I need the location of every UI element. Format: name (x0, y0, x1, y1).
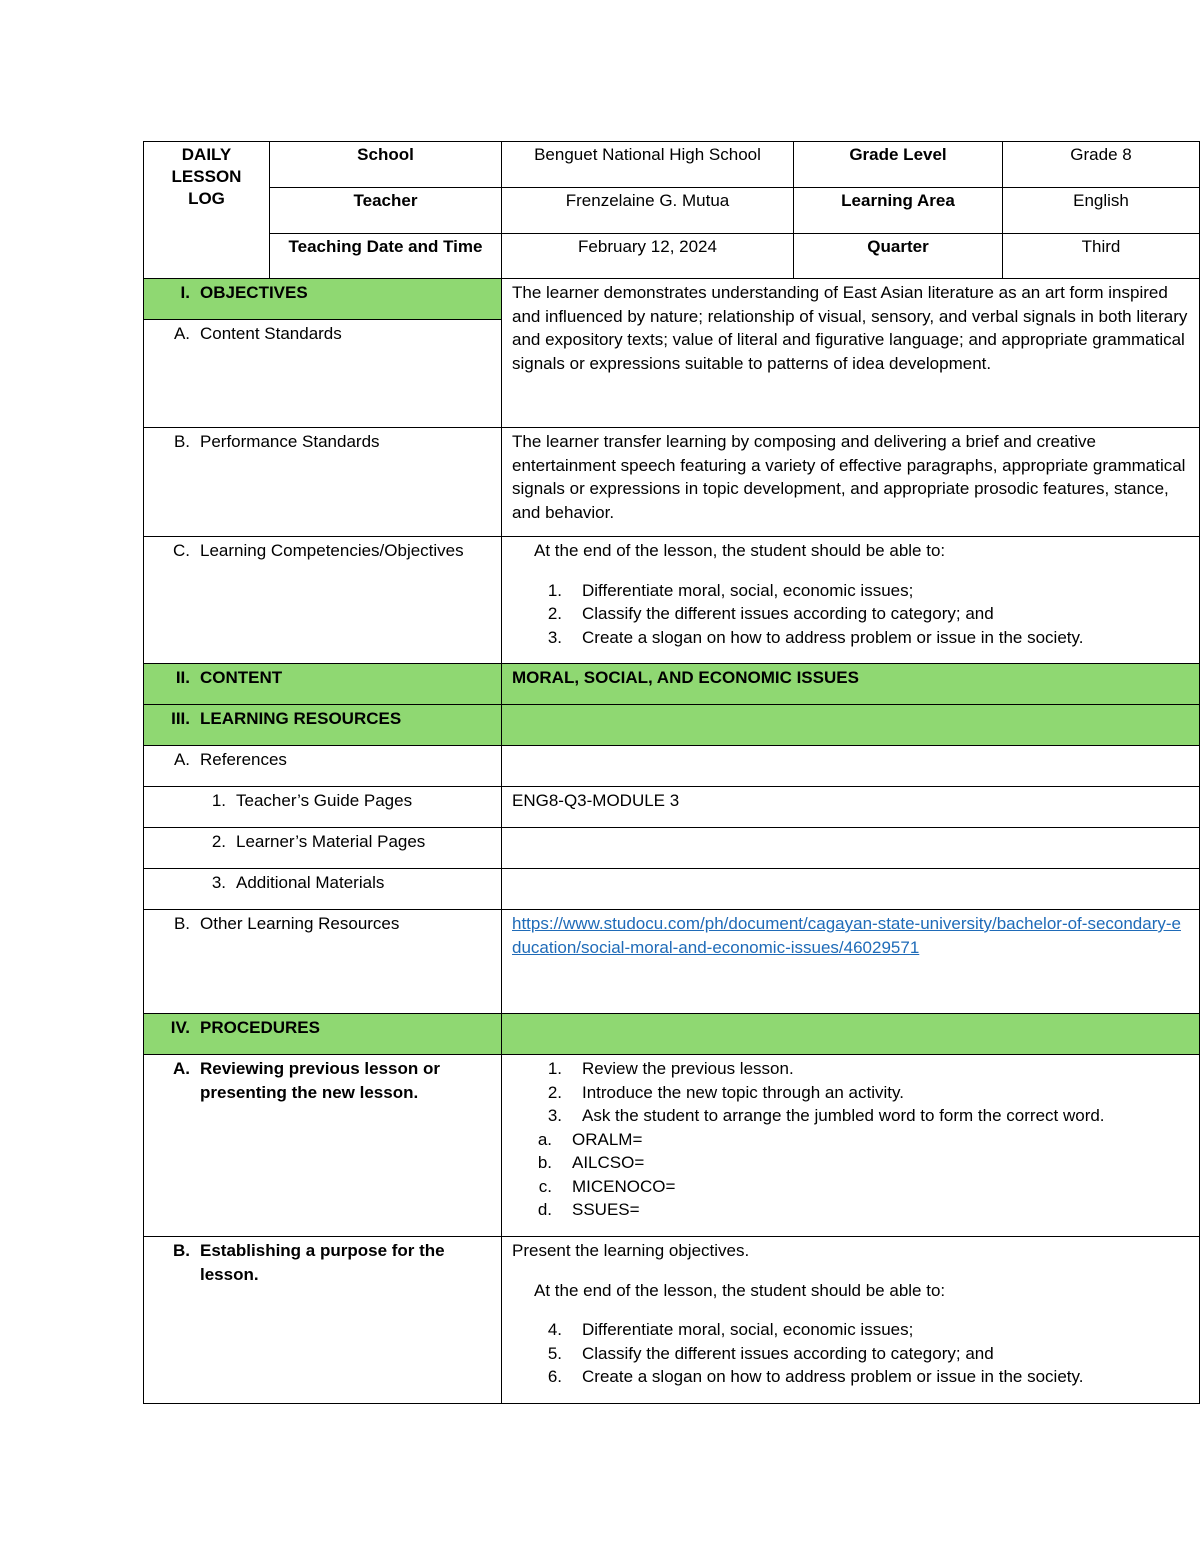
teaching-date-value: February 12, 2024 (502, 234, 794, 279)
establishing-cell (502, 1237, 1200, 1404)
teacher-label: Teacher (270, 188, 502, 234)
competencies-intro: At the end of the lesson, the student should be able to: (534, 541, 946, 560)
school-value: Benguet National High School (502, 142, 794, 188)
quarter-label: Quarter (794, 234, 1003, 279)
list-item: c. MICENOCO= (538, 1176, 676, 1196)
learning-resources-heading: III. LEARNING RESOURCES (144, 705, 502, 746)
competencies-label: C. Learning Competencies/Objectives (144, 537, 502, 664)
establishing-label: B. Establishing a purpose for the lesson. (144, 1237, 502, 1404)
list-item: 3. Create a slogan on how to address problem or issue in the society. (547, 627, 1084, 647)
competencies-list (512, 579, 1189, 650)
procedures-empty (502, 1014, 1200, 1055)
references-empty (502, 746, 1200, 787)
establishing-intro: At the end of the lesson, the student should be able to: (534, 1280, 946, 1300)
references-label: A. References (144, 746, 502, 787)
learning-area-label: Learning Area (794, 188, 1003, 234)
list-item: 1. Differentiate moral, social, economic issues; (547, 580, 914, 600)
list-item: 6. Create a slogan on how to address problem or issue in the society. (547, 1367, 1084, 1386)
list-item: 4. Differentiate moral, social, economic issues; (547, 1320, 914, 1339)
main-table (143, 278, 1200, 1404)
list-item: 2. Introduce the new topic through an activity. (547, 1082, 904, 1102)
list-item: 2. Classify the different issues according to category; and (547, 604, 994, 623)
reviewing-cell (502, 1055, 1200, 1237)
grade-level-label: Grade Level (794, 142, 1003, 188)
studocu-link[interactable]: https://www.studocu.com/ph/document/cagayan-state-university/bachelor-of-secondary-education/social-moral-and-economic-issues/46029571 (512, 914, 1181, 957)
list-item: 3. Ask the student to arrange the jumbled word to form the correct word. (547, 1106, 1105, 1125)
objectives-heading: I. OBJECTIVES (144, 279, 502, 320)
content-value: MORAL, SOCIAL, AND ECONOMIC ISSUES (502, 664, 1200, 705)
teacher-value: Frenzelaine G. Mutua (502, 188, 794, 234)
teachers-guide-value: ENG8-Q3-MODULE 3 (502, 787, 1200, 828)
teaching-date-label: Teaching Date and Time (270, 234, 502, 279)
competencies-cell (502, 537, 1200, 664)
list-item: 1. Review the previous lesson. (547, 1059, 794, 1078)
list-item: d. SSUES= (537, 1200, 640, 1219)
other-resources-cell (502, 910, 1200, 1014)
reviewing-label: A. Reviewing previous lesson or presenting the new lesson. (144, 1055, 502, 1237)
list-item: b. AILCSO= (537, 1153, 645, 1172)
list-item: a. ORALM= (537, 1129, 643, 1149)
establishing-lead: Present the learning objectives. (512, 1241, 750, 1260)
learners-material-label: 2. Learner’s Material Pages (144, 828, 502, 869)
teachers-guide-label: 1. Teacher’s Guide Pages (144, 787, 502, 828)
lesson-log-page (143, 141, 1199, 1404)
content-standards-label: A. Content Standards (144, 320, 502, 428)
procedures-heading: IV. PROCEDURES (144, 1014, 502, 1055)
additional-materials-label: 3. Additional Materials (144, 869, 502, 910)
performance-standards-text: The learner transfer learning by composing and delivering a brief and creative entertainment speech featuring a variety of effective paragraphs, appropriate grammatical signals or expressions in topic development, and appropriate prosodic features, stance, and behavior. (502, 428, 1200, 537)
performance-standards-label: B. Performance Standards (144, 428, 502, 537)
quarter-value: Third (1003, 234, 1200, 279)
list-item: 5. Classify the different issues according to category; and (547, 1343, 994, 1363)
content-standards-text: The learner demonstrates understanding of East Asian literature as an art form inspired and influenced by nature; relationship of visual, sensory, and verbal signals in both literary and expository texts; value of literal and figurative language; and appropriate grammatical signals or expressions suitable to patterns of idea development. (502, 279, 1200, 428)
jumbled-words-list (512, 1128, 1189, 1222)
additional-materials-value (502, 869, 1200, 910)
content-heading: II. CONTENT (144, 664, 502, 705)
other-resources-label: B. Other Learning Resources (144, 910, 502, 1014)
reviewing-list (512, 1057, 1189, 1128)
learning-resources-empty (502, 705, 1200, 746)
establishing-list (512, 1318, 1189, 1389)
dll-title: DAILY LESSON LOG (144, 142, 270, 279)
learners-material-value (502, 828, 1200, 869)
school-label: School (270, 142, 502, 188)
header-table (143, 141, 1200, 279)
learning-area-value: English (1003, 188, 1200, 234)
grade-level-value: Grade 8 (1003, 142, 1200, 188)
